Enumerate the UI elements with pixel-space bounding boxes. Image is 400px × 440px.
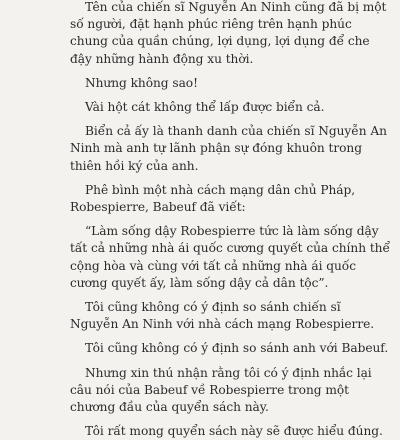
quote-paragraph: “Làm sống dậy Robespierre tức là làm sống dậy tất cả những nhà ái quốc cương quyết của chính thể cộng hòa và cùng với tất cả những nhà ái quốc cương quyết ấy, làm sống dậy cả dân tộc”. xyxy=(70,224,390,290)
paragraph-8: Tôi cũng không có ý định so sánh anh với Babeuf. xyxy=(85,341,389,356)
paragraph-4: Biển cả ấy là thanh danh của chiến sĩ Nguyễn An Ninh mà anh tự lãnh phận sự đóng khuôn trong thiên hồi ký của anh. xyxy=(70,124,387,173)
body-text xyxy=(70,0,390,440)
paragraph-2: Nhưng không sao! xyxy=(85,75,198,90)
paragraph-1: Tên của chiến sĩ Nguyễn An Ninh cũng đã bị một số người, đặt hạnh phúc riêng trên hạnh phúc chung của quần chúng, lợi dụng, lợi dụng để che đậy những hành động xu thời. xyxy=(70,0,387,66)
paragraph-3: Vài hột cát không thể lấp được biển cả. xyxy=(85,100,325,115)
paragraph-9: Nhưng xin thú nhận rằng tôi có ý định nhắc lại câu nói của Babeuf về Robespierre trong một chương đầu của quyển sách này. xyxy=(70,365,372,415)
paragraph-7: Tôi cũng không có ý định so sánh chiến sĩ Nguyễn An Ninh với nhà cách mạng Robespierre. xyxy=(70,300,375,332)
paragraph-5: Phê bình một nhà cách mạng dân chủ Pháp, Robespierre, Babeuf đã viết: xyxy=(70,182,356,215)
paragraph-10: Tôi rất mong quyển sách này sẽ được hiểu đúng. xyxy=(85,424,383,439)
